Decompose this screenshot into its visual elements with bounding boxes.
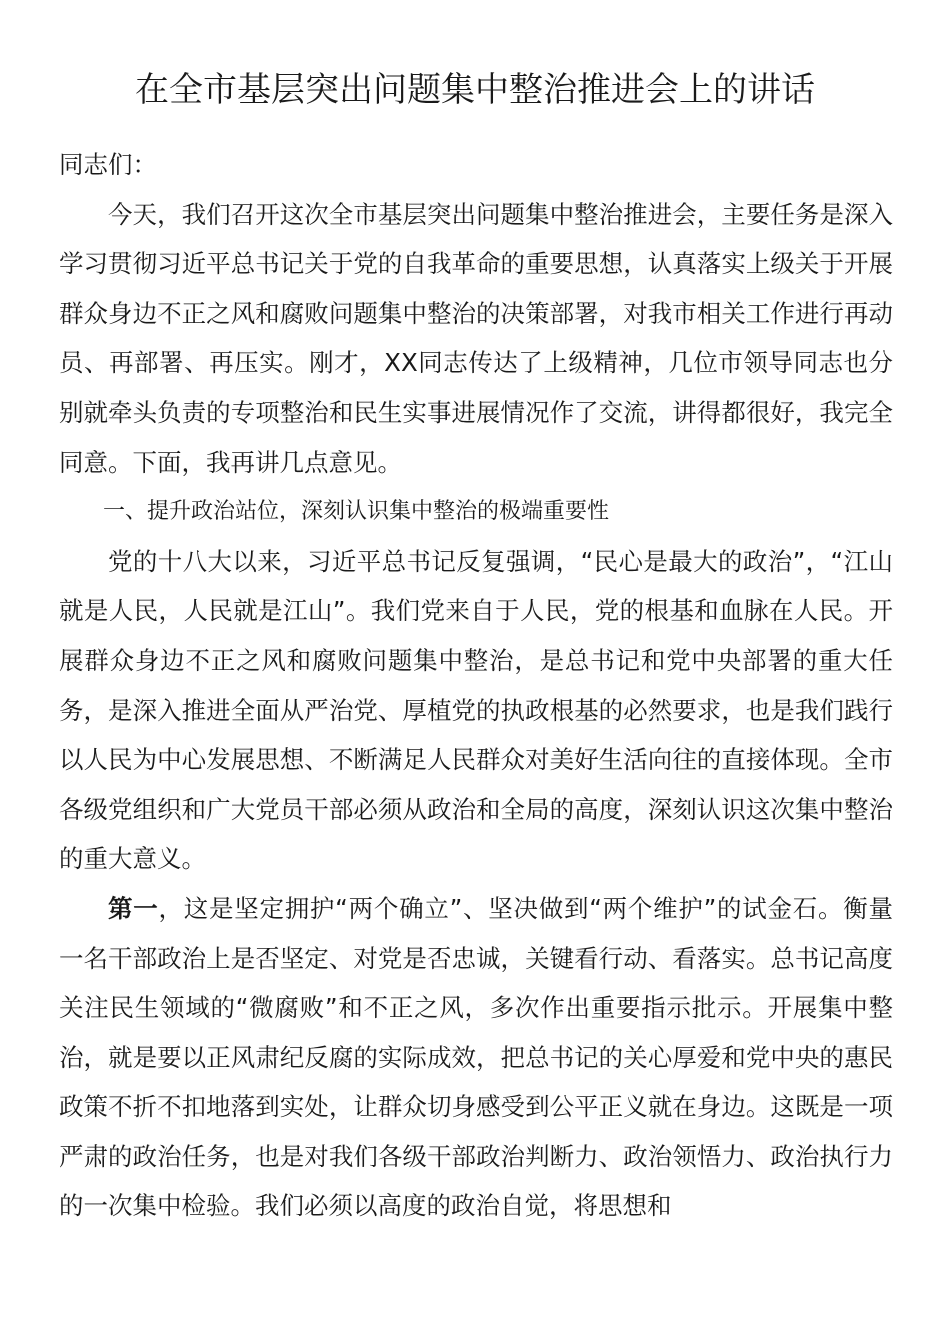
section-heading: 一、提升政治站位，深刻认识集中整治的极端重要性 — [103, 499, 610, 525]
section-body-paragraph: 党的十八大以来，习近平总书记反复强调，“民心是最大的政治”，“江山就是人民，人民就是江山”。我们党来自于人民，党的根基和血脉在人民。开展群众身边不正之风和腐败问题集中整治，是总书记和党中央部署的重大任务，是深入推进全面从严治党、厚植党的执政根基的必然要求，也是我们践行以人民为中心发展思想、不断满足人民群众对美好生活向往的直接体现。全市各级党组织和广大党员干部必须从政治和全局的高度，深刻认识这次集中整治的重大意义。 — [59, 546, 893, 874]
point-body: ，这是坚定拥护“两个确立”、坚决做到“两个维护”的试金石。衡量一名干部政治上是否坚定、对党是否忠诚，关键看行动、看落实。总书记高度关注民生领域的“微腐败”和不正之风，多次作出重要指示批示。开展集中整治，就是要以正风肃纪反腐的实际成效，把总书记的关心厚爱和党中央的惠民政策不折不扣地落到实处，让群众切身感受到公平正义就在身边。这既是一项严肃的政治任务，也是对我们各级干部政治判断力、政治领悟力、政治执行力的一次集中检验。我们必须以高度的政治自觉，将思想和 — [59, 893, 893, 1221]
document-title: 在全市基层突出问题集中整治推进会上的讲话 — [135, 70, 815, 110]
point-paragraph — [59, 884, 893, 1231]
point-lead: 第一 — [108, 893, 159, 923]
intro-paragraph: 今天，我们召开这次全市基层突出问题集中整治推进会，主要任务是深入学习贯彻习近平总书记关于党的自我革命的重要思想，认真落实上级关于开展群众身边不正之风和腐败问题集中整治的决策部署，对我市相关工作进行再动员、再部署、再压实。刚才，XX同志传达了上级精神，几位市领导同志也分别就牵头负责的专项整治和民生实事进展情况作了交流，讲得都很好，我完全同意。下面，我再讲几点意见。 — [59, 199, 893, 477]
salutation: 同志们： — [59, 150, 157, 179]
document-body — [59, 140, 893, 1231]
